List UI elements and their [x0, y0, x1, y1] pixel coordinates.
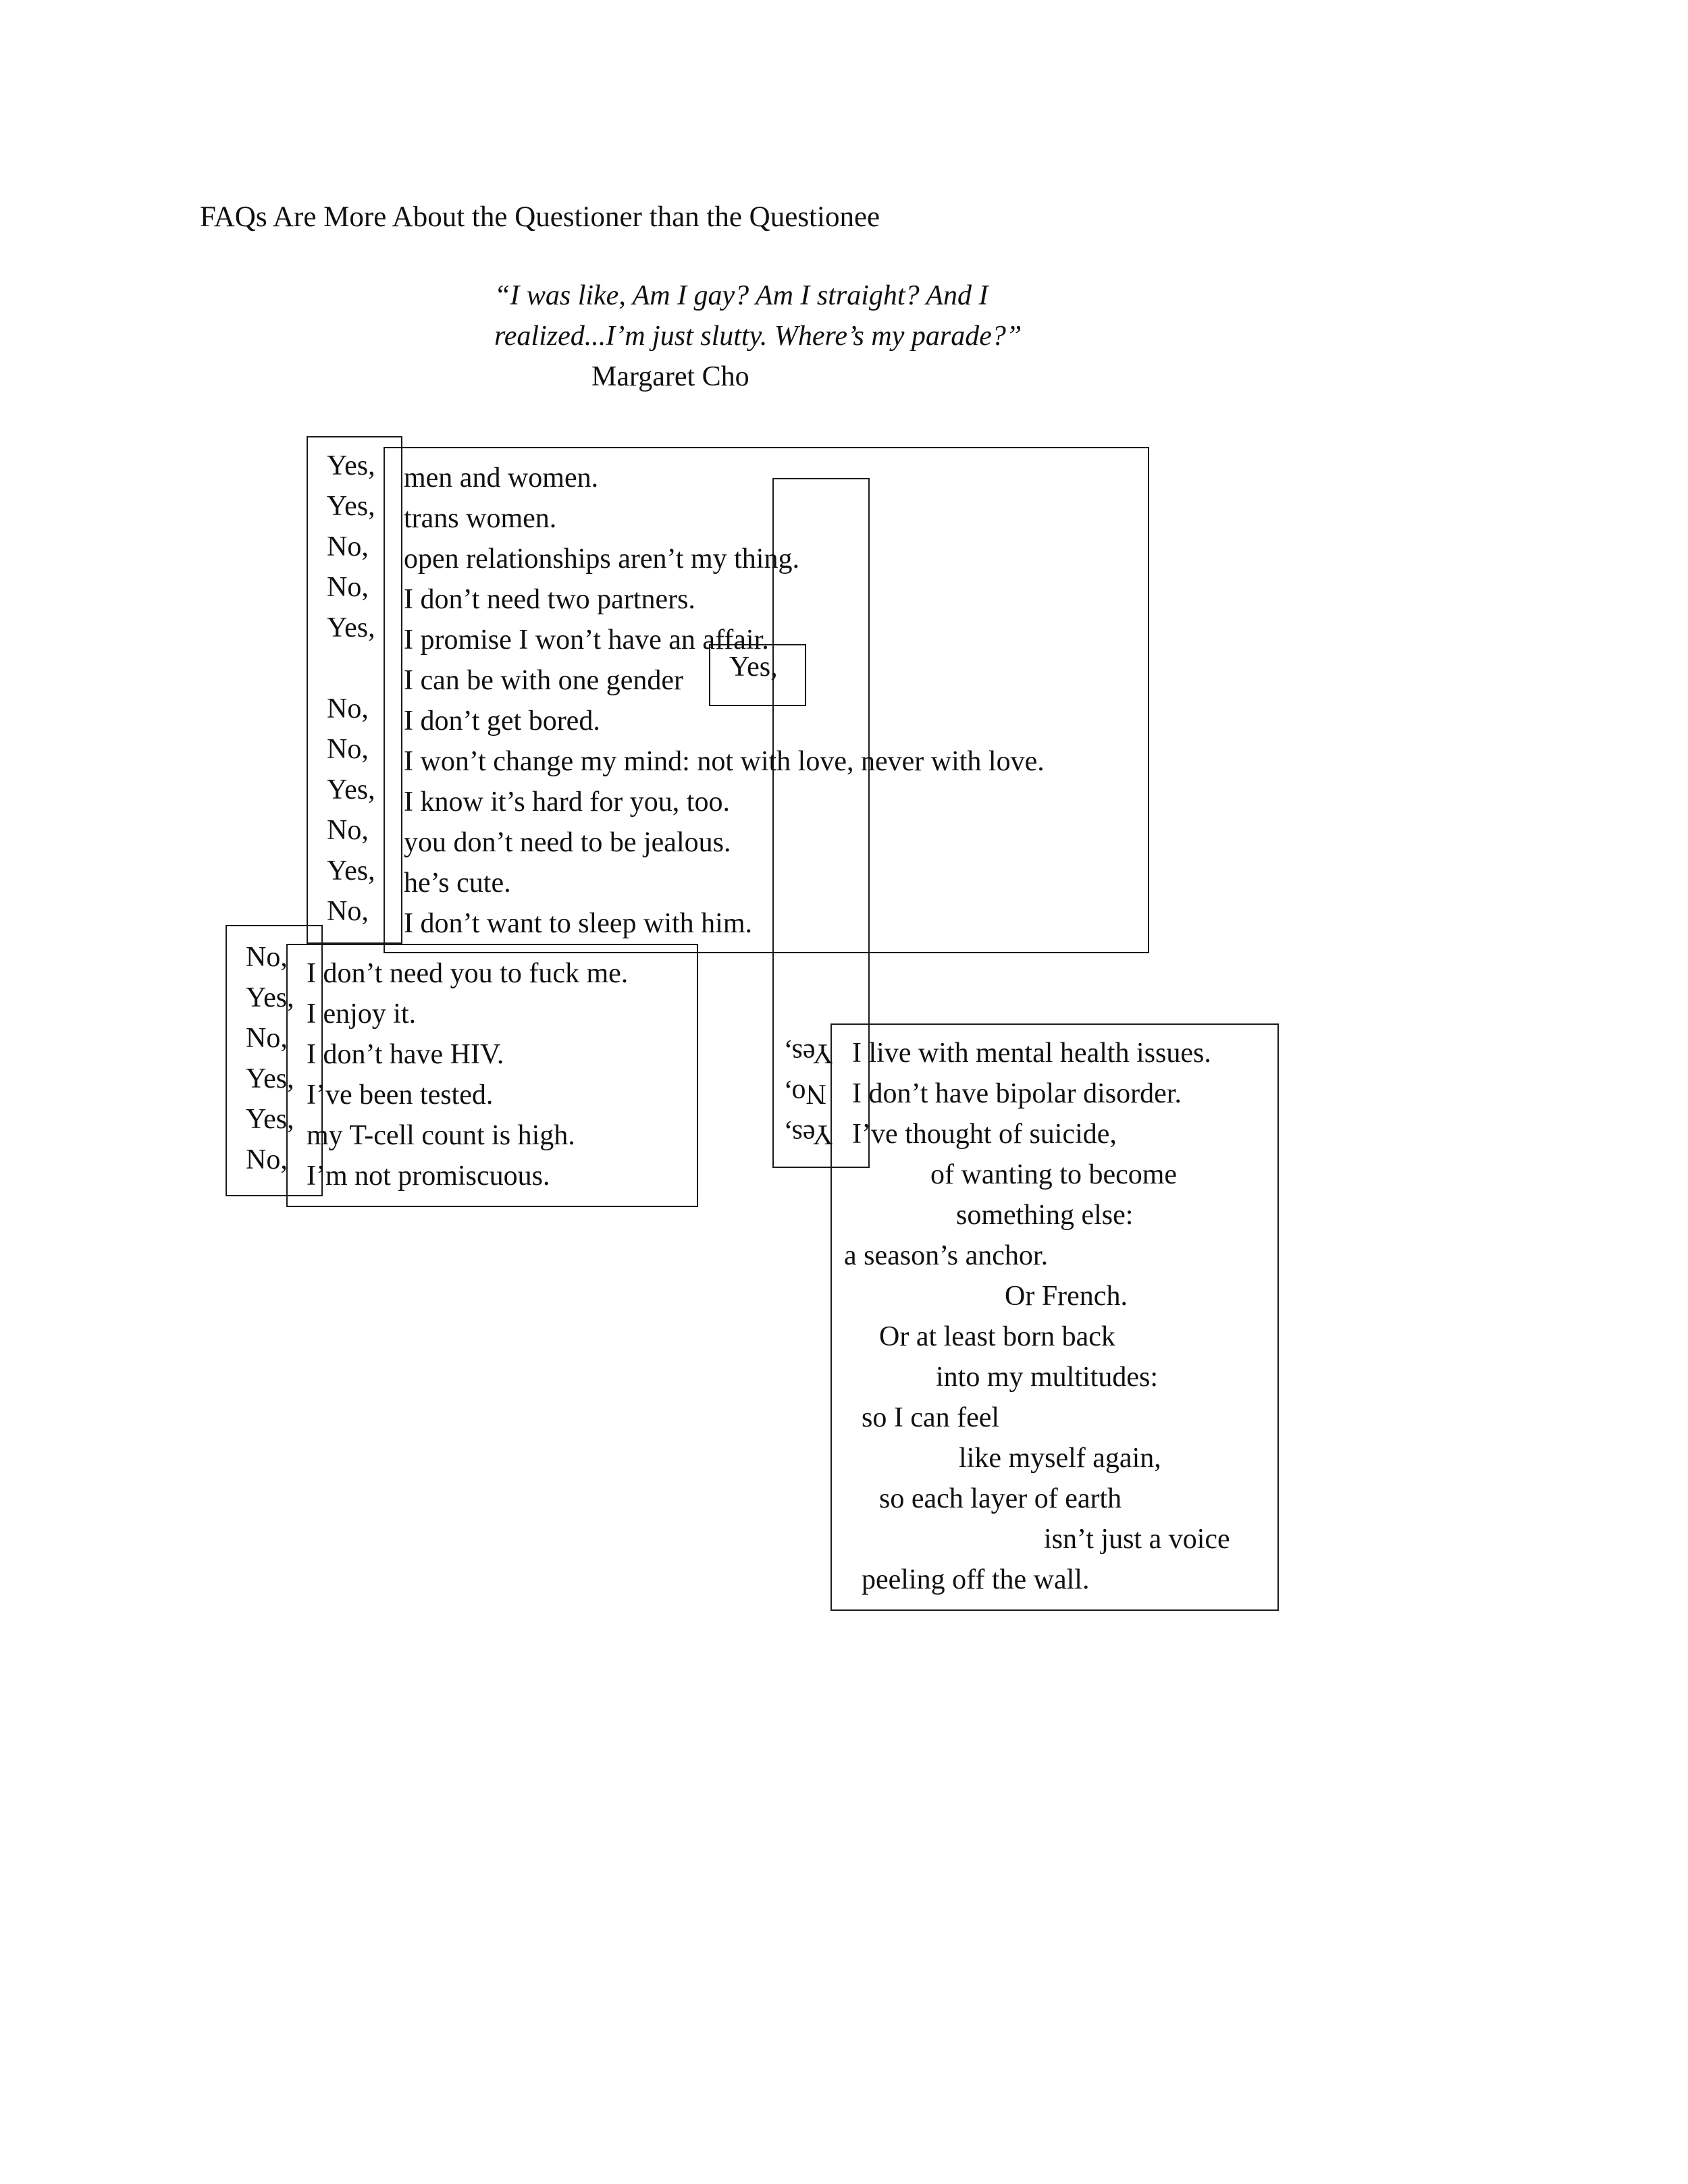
- poem-line: isn’t just a voice: [1044, 1524, 1230, 1555]
- poem-line: he’s cute.: [404, 868, 511, 899]
- answer: No,: [327, 896, 369, 927]
- poem-line: you don’t need to be jealous.: [404, 827, 731, 858]
- poem-line: something else:: [956, 1200, 1134, 1231]
- answer: [327, 648, 392, 689]
- answer: Yes,: [327, 450, 375, 481]
- epigraph-quote: [494, 275, 1022, 356]
- epigraph-author: Margaret Cho: [591, 361, 749, 392]
- answer: No,: [246, 942, 288, 973]
- epigraph-line: realized...I’m just slutty. Where’s my parade?”: [494, 321, 1022, 352]
- answer: No,: [327, 572, 369, 603]
- poem-line: trans women.: [404, 503, 557, 534]
- poem-line: I’ve thought of suicide,: [852, 1119, 1117, 1150]
- poem-line: I don’t need you to fuck me.: [307, 958, 629, 989]
- poem-line: I enjoy it.: [307, 998, 417, 1030]
- poem-line: I promise I won’t have an affair.: [404, 624, 769, 656]
- right-lines-column: [844, 1033, 1276, 1600]
- epigraph-line: “I was like, Am I gay? Am I straight? And I: [494, 280, 988, 311]
- answer: No,: [327, 531, 369, 562]
- answer: No,: [246, 1144, 288, 1175]
- answer: Yes,: [246, 1104, 294, 1135]
- poem-line: I don’t have HIV.: [307, 1039, 504, 1070]
- poem-line: into my multitudes:: [936, 1362, 1159, 1393]
- poem-line: so each layer of earth: [879, 1483, 1122, 1514]
- answer: Yes,: [246, 982, 294, 1013]
- poem-line: men and women.: [404, 462, 599, 494]
- poem-line: Or at least born back: [879, 1321, 1115, 1352]
- poem-line: I don’t need two partners.: [404, 584, 695, 615]
- poem-line: Or French.: [1005, 1281, 1128, 1312]
- flipped-answer: Yes,: [785, 1038, 833, 1069]
- floating-answer: Yes,: [729, 651, 778, 683]
- flipped-answers-column: [785, 1033, 833, 1154]
- answer: No,: [327, 734, 369, 765]
- flipped-answer: Yes,: [785, 1119, 833, 1150]
- answer: Yes,: [327, 612, 375, 643]
- poem-title: FAQs Are More About the Questioner than the Questionee: [200, 201, 880, 233]
- poem-line: I don’t have bipolar disorder.: [852, 1078, 1182, 1109]
- left-lines-column: [307, 953, 628, 1196]
- poem-line: peeling off the wall.: [862, 1564, 1090, 1595]
- poem-line: I know it’s hard for you, too.: [404, 787, 730, 818]
- poem-line: I’m not promiscuous.: [307, 1161, 550, 1192]
- poem-line: of wanting to become: [930, 1159, 1178, 1190]
- poem-line: a season’s anchor.: [844, 1240, 1049, 1271]
- poem-line: I live with mental health issues.: [852, 1038, 1211, 1069]
- left-answers-column: [246, 937, 294, 1180]
- poem-line: so I can feel: [862, 1402, 1000, 1433]
- poem-line: I can be with one gender: [404, 665, 683, 696]
- flipped-answer: No,: [785, 1078, 826, 1109]
- top-answers-column: [327, 446, 392, 932]
- poem-line: my T-cell count is high.: [307, 1120, 575, 1151]
- poem-line: I won’t change my mind: not with love, never with love.: [404, 746, 1045, 777]
- poem-line: I don’t want to sleep with him.: [404, 908, 752, 939]
- poem-line: like myself again,: [959, 1443, 1161, 1474]
- answer: Yes,: [327, 491, 375, 522]
- answer: Yes,: [327, 774, 375, 805]
- poem-line: open relationships aren’t my thing.: [404, 543, 799, 575]
- answer: No,: [246, 1023, 288, 1054]
- answer: No,: [327, 693, 369, 724]
- answer: Yes,: [246, 1063, 294, 1094]
- top-lines-column: [404, 458, 1045, 944]
- answer: No,: [327, 815, 369, 846]
- answer: Yes,: [327, 855, 375, 886]
- poem-line: I’ve been tested.: [307, 1080, 494, 1111]
- poem-line: I don’t get bored.: [404, 705, 600, 737]
